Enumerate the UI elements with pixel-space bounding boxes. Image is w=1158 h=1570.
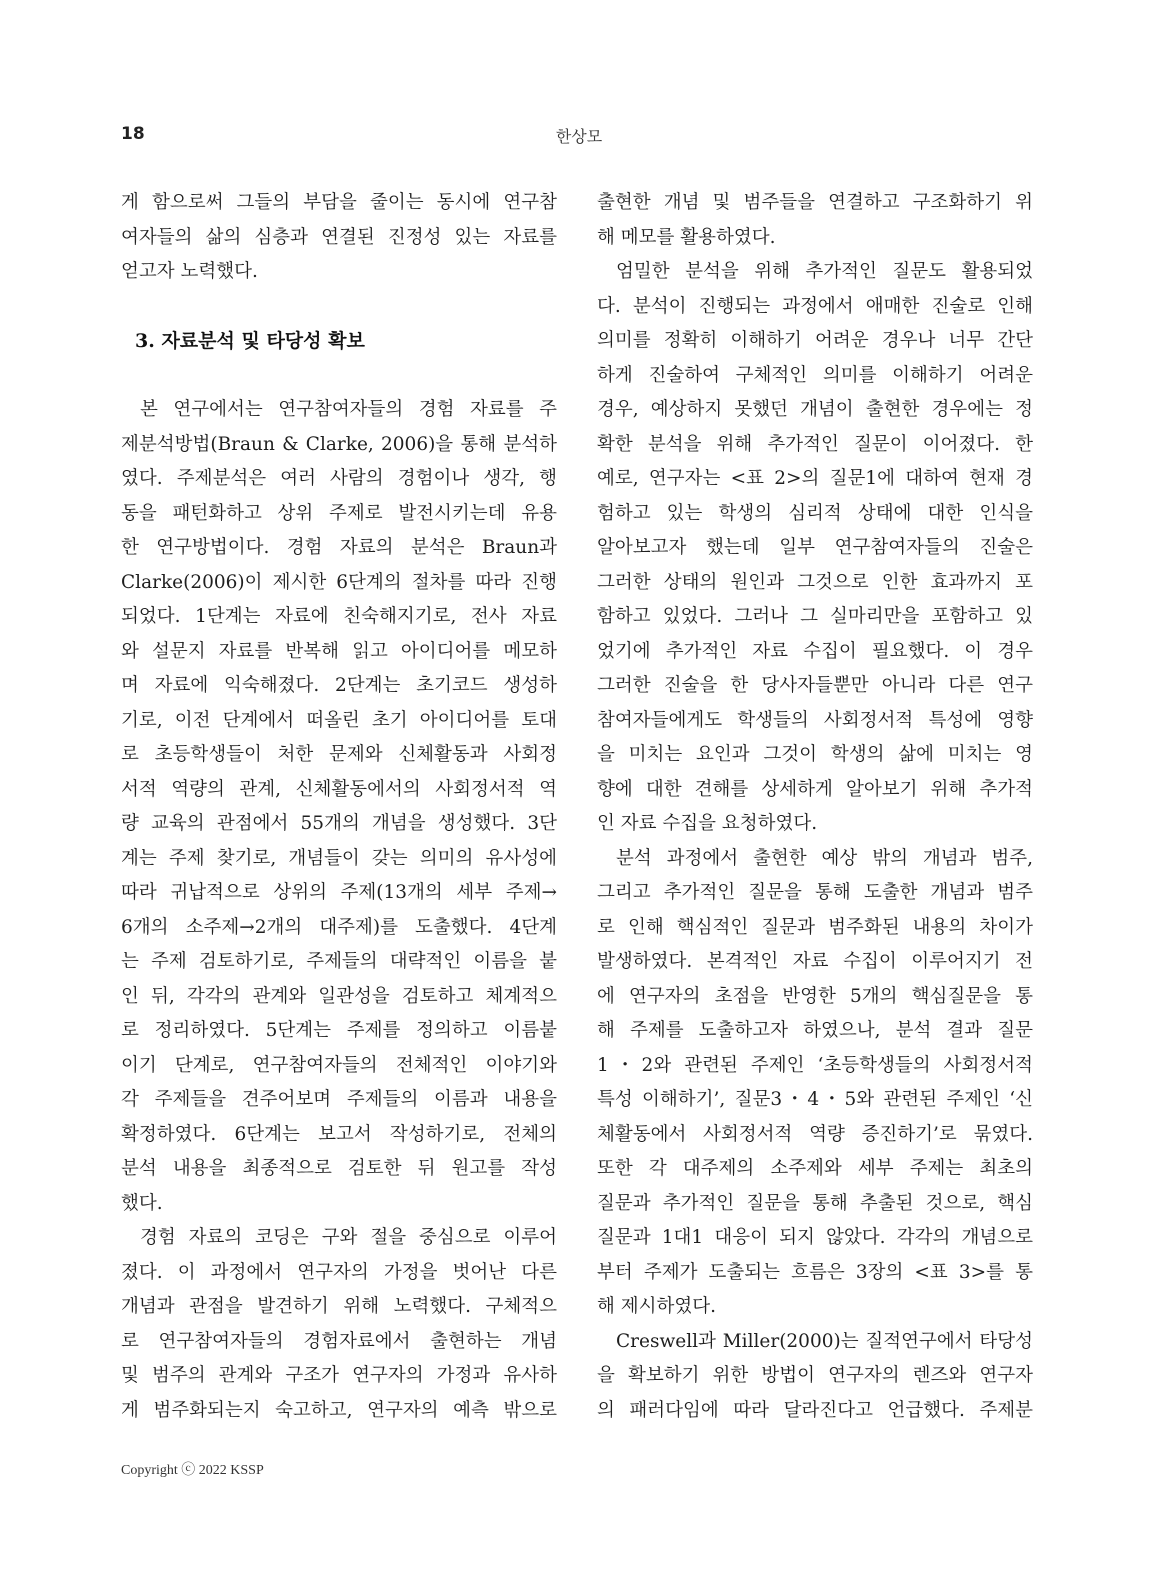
paragraph-coding	[121, 1221, 557, 1428]
text-line: 었기에 추가적인 자료 수집이 필요했다. 이 경우	[597, 640, 1033, 662]
paragraph-continued	[121, 186, 557, 290]
text-line: 또한 각 대주제의 소주제와 세부 주제는 최초의	[597, 1158, 1033, 1179]
text-line: 개념과 관점을 발견하기 위해 노력했다. 구체적으	[121, 1296, 557, 1317]
text-line: 에 연구자의 초점을 반영한 5개의 핵심질문을 통	[597, 985, 1033, 1007]
paragraph-questions	[597, 255, 1033, 842]
text-line: 함하고 있었다. 그러나 그 실마리만을 포함하고 있	[597, 606, 1033, 627]
text-line: 출현한 개념 및 범주들을 연결하고 구조화하기 위	[597, 192, 1033, 213]
left-column	[121, 186, 557, 1428]
text-line: 얻고자 노력했다.	[121, 261, 258, 282]
text-line: 질문과 추가적인 질문을 통해 추출된 것으로, 핵심	[597, 1192, 1033, 1214]
text-line: 경험 자료의 코딩은 구와 절을 중심으로 이루어	[140, 1227, 557, 1248]
text-line: 부터 주제가 도출되는 흐름은 3장의 <표 3>를 통	[597, 1261, 1033, 1283]
right-column	[597, 186, 1033, 1428]
text-line: 게 범주화되는지 숙고하고, 연구자의 예측 밖으로	[121, 1399, 557, 1421]
text-line: 의미를 정확히 이해하기 어려운 경우나 너무 간단	[597, 330, 1033, 351]
text-line: 동을 패턴화하고 상위 주제로 발전시키는데 유용	[121, 502, 557, 524]
section-heading: 3. 자료분석 및 타당성 확보	[135, 330, 365, 352]
text-line: 로 인해 핵심적인 질문과 범주화된 내용의 차이가	[597, 916, 1033, 938]
text-line: 해 메모를 활용하였다.	[597, 226, 776, 248]
text-line: 알아보고자 했는데 일부 연구참여자들의 진술은	[597, 537, 1033, 558]
text-line: Clarke(2006)이 제시한 6단계의 절차를 따라 진행	[121, 571, 557, 593]
text-line: 예로, 연구자는 <표 2>의 질문1에 대하여 현재 경	[597, 468, 1033, 489]
text-line: 해 주제를 도출하고자 하였으나, 분석 결과 질문	[597, 1020, 1033, 1041]
text-line: 특성 이해하기’, 질문3・4・5와 관련된 주제인 ‘신	[597, 1089, 1033, 1110]
text-line: 질문과 1대1 대응이 되지 않았다. 각각의 개념으로	[597, 1227, 1033, 1248]
text-line: 되었다. 1단계는 자료에 친숙해지기로, 전사 자료	[121, 606, 557, 627]
text-line: 경우, 예상하지 못했던 개념이 출현한 경우에는 정	[597, 399, 1033, 420]
text-line: 그러한 상태의 원인과 그것으로 인한 효과까지 포	[597, 571, 1033, 593]
text-line: 따라 귀납적으로 상위의 주제(13개의 세부 주제→	[121, 882, 557, 903]
text-line: 는 주제 검토하기로, 주제들의 대략적인 이름을 붙	[121, 951, 557, 972]
copyright-footer: Copyright ⓒ 2022 KSSP	[121, 1463, 264, 1478]
text-line: 체활동에서 사회정서적 역량 증진하기’로 묶였다.	[597, 1123, 1033, 1145]
paragraph-continued	[597, 186, 1033, 255]
paragraph-validity	[597, 1325, 1033, 1429]
text-line: 기로, 이전 단계에서 떠올린 초기 아이디어를 토대	[121, 709, 557, 731]
text-line: Creswell과 Miller(2000)는 질적연구에서 타당성	[616, 1330, 1033, 1352]
text-line: 해 제시하였다.	[597, 1296, 716, 1317]
text-line: 그리고 추가적인 질문을 통해 도출한 개념과 범주	[597, 882, 1033, 903]
text-line: 제분석방법(Braun & Clarke, 2006)을 통해 분석하	[121, 433, 557, 455]
text-line: 다. 분석이 진행되는 과정에서 애매한 진술로 인해	[597, 295, 1033, 317]
text-line: 엄밀한 분석을 위해 추가적인 질문도 활용되었	[616, 261, 1033, 282]
text-line: 확정하였다. 6단계는 보고서 작성하기로, 전체의	[121, 1123, 557, 1145]
text-line: 발생하였다. 본격적인 자료 수집이 이루어지기 전	[597, 951, 1033, 972]
text-line: 와 설문지 자료를 반복해 읽고 아이디어를 메모하	[121, 640, 557, 662]
text-line: 했다.	[121, 1192, 163, 1214]
spacer	[121, 359, 557, 394]
text-line: 향에 대한 견해를 상세하게 알아보기 위해 추가적	[597, 778, 1033, 800]
text-line: 였다. 주제분석은 여러 사람의 경험이나 생각, 행	[121, 468, 557, 489]
text-line: 량 교육의 관점에서 55개의 개념을 생성했다. 3단	[121, 813, 557, 834]
text-line: 하게 진술하여 구체적인 의미를 이해하기 어려운	[597, 364, 1033, 386]
text-line: 확한 분석을 위해 추가적인 질문이 이어졌다. 한	[597, 433, 1033, 455]
text-line: 및 범주의 관계와 구조가 연구자의 가정과 유사하	[121, 1365, 557, 1386]
text-line: 여자들의 삶의 심층과 연결된 진정성 있는 자료를	[121, 226, 557, 248]
text-line: 험하고 있는 학생의 심리적 상태에 대한 인식을	[597, 502, 1033, 524]
spacer	[121, 290, 557, 325]
text-line: 분석 과정에서 출현한 예상 밖의 개념과 범주,	[616, 847, 1033, 869]
text-line: 졌다. 이 과정에서 연구자의 가정을 벗어난 다른	[121, 1261, 557, 1283]
text-line: 본 연구에서는 연구참여자들의 경험 자료를 주	[140, 399, 557, 420]
text-line: 인 뒤, 각각의 관계와 일관성을 검토하고 체계적으	[121, 985, 557, 1007]
text-line: 게 함으로써 그들의 부담을 줄이는 동시에 연구참	[121, 192, 557, 213]
text-line: 분석 내용을 최종적으로 검토한 뒤 원고를 작성	[121, 1158, 557, 1179]
running-head-author: 한상모	[555, 127, 603, 146]
text-line: 6개의 소주제→2개의 대주제)를 도출했다. 4단계	[121, 916, 557, 938]
text-line: 로 연구참여자들의 경험자료에서 출현하는 개념	[121, 1330, 557, 1352]
text-line: 이기 단계로, 연구참여자들의 전체적인 이야기와	[121, 1054, 557, 1076]
text-line: 각 주제들을 견주어보며 주제들의 이름과 내용을	[121, 1089, 557, 1110]
text-line: 서적 역량의 관계, 신체활동에서의 사회정서적 역	[121, 778, 557, 800]
text-line: 계는 주제 찾기로, 개념들이 갖는 의미의 유사성에	[121, 847, 557, 869]
page-number: 18	[121, 124, 145, 144]
text-line: 을 확보하기 위한 방법이 연구자의 렌즈와 연구자	[597, 1365, 1033, 1386]
text-line: 을 미치는 요인과 그것이 학생의 삶에 미치는 영	[597, 744, 1033, 765]
text-line: 1・2와 관련된 주제인 ‘초등학생들의 사회정서적	[597, 1054, 1033, 1076]
text-line: 그러한 진술을 한 당사자들뿐만 아니라 다른 연구	[597, 675, 1033, 696]
paragraph-analysis	[121, 393, 557, 1221]
text-line: 며 자료에 익숙해졌다. 2단계는 초기코드 생성하	[121, 675, 557, 696]
text-line: 로 초등학생들이 처한 문제와 신체활동과 사회정	[121, 744, 557, 765]
text-line: 참여자들에게도 학생들의 사회정서적 특성에 영향	[597, 709, 1033, 731]
text-line: 의 패러다임에 따라 달라진다고 언급했다. 주제분	[597, 1399, 1033, 1421]
paragraph-themes	[597, 842, 1033, 1325]
text-line: 한 연구방법이다. 경험 자료의 분석은 Braun과	[121, 537, 557, 558]
text-line: 로 정리하였다. 5단계는 주제를 정의하고 이름붙	[121, 1020, 557, 1041]
text-line: 인 자료 수집을 요청하였다.	[597, 813, 818, 834]
